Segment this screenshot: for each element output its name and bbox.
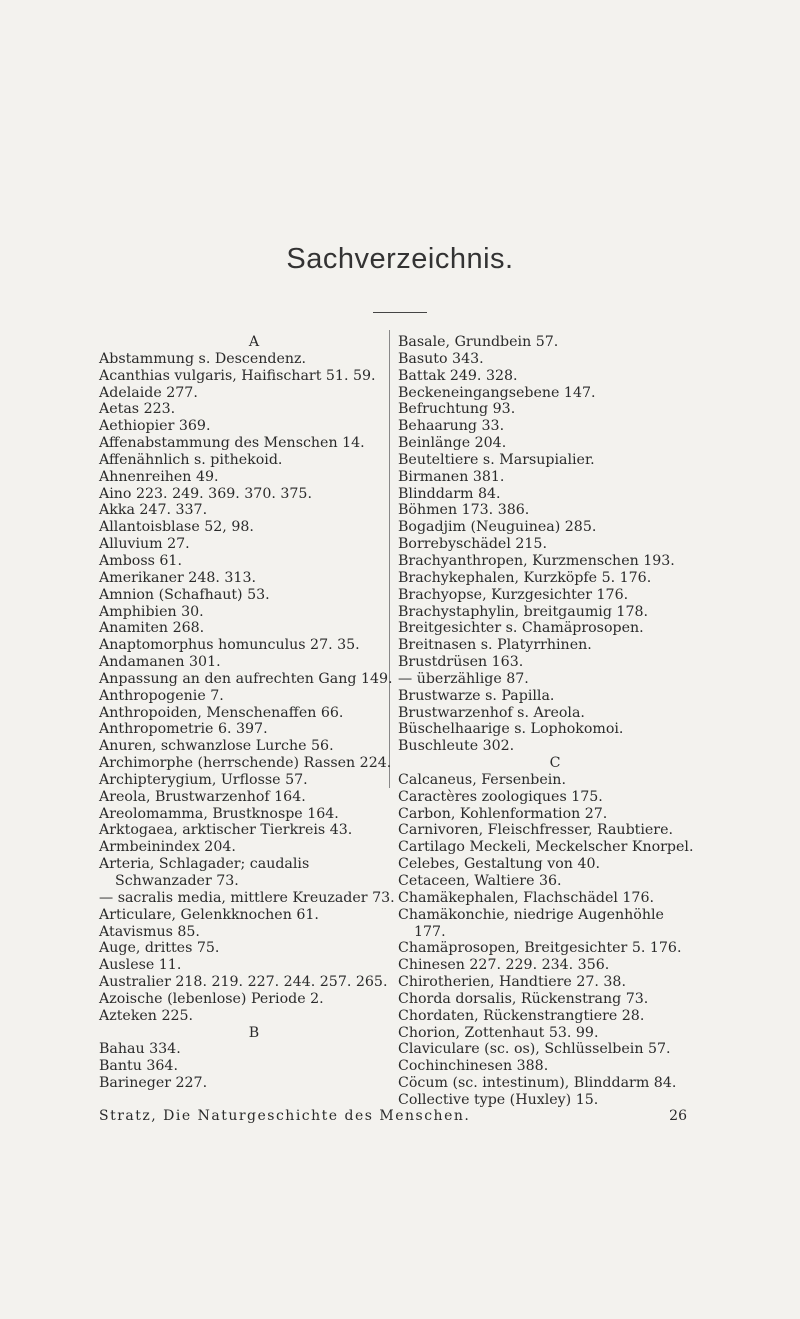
index-entry: Collective type (Huxley) 15. xyxy=(398,1091,599,1108)
section-letter: C xyxy=(549,755,561,772)
index-entry: Armbeinindex 204. xyxy=(99,839,236,856)
index-entry: Areola, Brustwarzenhof 164. xyxy=(99,788,306,805)
index-entry: Akka 247. 337. xyxy=(99,502,208,519)
title-rule xyxy=(373,312,427,313)
index-entry: Beinlänge 204. xyxy=(398,435,507,452)
index-entry: Affenabstammung des Menschen 14. xyxy=(99,435,365,452)
index-entry: Amnion (Schafhaut) 53. xyxy=(99,586,270,603)
index-entry: Allantoisblase 52, 98. xyxy=(99,519,254,536)
index-entry: Behaarung 33. xyxy=(398,418,505,435)
index-entry: Buschleute 302. xyxy=(398,738,515,755)
index-entry: Anthropoiden, Menschenaffen 66. xyxy=(99,704,344,721)
page-title: Sachverzeichnis. xyxy=(286,243,514,275)
index-entry: Beuteltiere s. Marsupialier. xyxy=(398,451,595,468)
index-entry: Archimorphe (herrschende) Rassen 224. xyxy=(99,755,392,772)
index-entry: Brustdrüsen 163. xyxy=(398,654,524,671)
index-entry: Bogadjim (Neuguinea) 285. xyxy=(398,519,597,536)
index-entry: Böhmen 173. 386. xyxy=(398,502,530,519)
index-entry: Amerikaner 248. 313. xyxy=(99,569,256,586)
section-letter: B xyxy=(248,1024,260,1041)
index-entry: Brustwarze s. Papilla. xyxy=(398,687,555,704)
index-entry: Caractères zoologiques 175. xyxy=(398,788,603,805)
index-entry: Beckeneingangsebene 147. xyxy=(398,384,596,401)
index-entry: Aetas 223. xyxy=(99,401,176,418)
index-column-left xyxy=(99,334,395,1092)
index-entry: Barineger 227. xyxy=(99,1075,208,1092)
index-entry: Brachyanthropen, Kurzmenschen 193. xyxy=(398,552,675,569)
page-number: 26 xyxy=(669,1108,687,1124)
running-head: Stratz, Die Naturgeschichte des Menschen. xyxy=(99,1108,471,1124)
index-entry: Chorion, Zottenhaut 53. 99. xyxy=(398,1024,599,1041)
index-entry: Anthropogenie 7. xyxy=(99,687,224,704)
index-entry: Brachykephalen, Kurzköpfe 5. 176. xyxy=(398,569,652,586)
index-entry: Chinesen 227. 229. 234. 356. xyxy=(398,957,610,974)
index-entry: Arteria, Schlagader; caudalis Schwanzader 73. xyxy=(99,856,310,889)
index-entry: Anuren, schwanzlose Lurche 56. xyxy=(99,738,334,755)
index-entry: Befruchtung 93. xyxy=(398,401,516,418)
index-entry: Arktogaea, arktischer Tierkreis 43. xyxy=(99,822,353,839)
index-entry: Archipterygium, Urflosse 57. xyxy=(99,771,308,788)
index-entry: Abstammung s. Descendenz. xyxy=(99,350,306,367)
index-entry: Battak 249. 328. xyxy=(398,367,518,384)
index-entry: Calcaneus, Fersenbein. xyxy=(398,771,566,788)
index-entry: Acanthias vulgaris, Haifischart 51. 59. xyxy=(99,367,376,384)
index-entry: Anaptomorphus homunculus 27. 35. xyxy=(99,637,360,654)
index-entry: Chordaten, Rückenstrangtiere 28. xyxy=(398,1007,645,1024)
index-entry: Auge, drittes 75. xyxy=(99,940,220,957)
index-entry: Borrebyschädel 215. xyxy=(398,536,547,553)
index-entry: Celebes, Gestaltung von 40. xyxy=(398,856,601,873)
index-entry: Brustwarzenhof s. Areola. xyxy=(398,704,585,721)
index-entry: Andamanen 301. xyxy=(99,654,221,671)
index-entry: Azoische (lebenlose) Periode 2. xyxy=(99,990,324,1007)
index-entry: Birmanen 381. xyxy=(398,468,505,485)
index-entry: Chamäprosopen, Breitgesichter 5. 176. xyxy=(398,940,682,957)
index-entry: Anthropometrie 6. 397. xyxy=(99,721,268,738)
section-letter: A xyxy=(248,334,260,350)
index-entry: Aethiopier 369. xyxy=(99,418,211,435)
index-entry: Ahnenreihen 49. xyxy=(99,468,219,485)
index-entry: Cöcum (sc. intestinum), Blinddarm 84. xyxy=(398,1075,677,1092)
index-entry: Amphibien 30. xyxy=(99,603,204,620)
index-entry: Anpassung an den aufrechten Gang 149. xyxy=(99,670,393,687)
index-column-right xyxy=(398,334,698,1109)
index-entry: — sacralis media, mittlere Kreuzader 73. xyxy=(99,889,395,906)
index-entry: Brachyopse, Kurzgesichter 176. xyxy=(398,586,629,603)
index-entry: Chorda dorsalis, Rückenstrang 73. xyxy=(398,990,649,1007)
index-entry: Amboss 61. xyxy=(99,552,182,569)
index-entry: Claviculare (sc. os), Schlüsselbein 57. xyxy=(398,1041,671,1058)
index-entry: Bahau 334. xyxy=(99,1041,181,1058)
index-entry: Articulare, Gelenkknochen 61. xyxy=(99,906,319,923)
index-entry: Breitnasen s. Platyrrhinen. xyxy=(398,637,592,654)
index-entry: Auslese 11. xyxy=(99,957,182,974)
index-entry: Adelaide 277. xyxy=(99,384,198,401)
index-entry: Bantu 364. xyxy=(99,1058,178,1075)
index-entry: Büschelhaarige s. Lophokomoi. xyxy=(398,721,624,738)
index-entry: Cetaceen, Waltiere 36. xyxy=(398,873,562,889)
index-entry: Anamiten 268. xyxy=(99,620,205,637)
index-entry: — überzählige 87. xyxy=(398,670,529,687)
index-entry: Azteken 225. xyxy=(99,1007,194,1024)
index-entry: Affenähnlich s. pithekoid. xyxy=(99,451,283,468)
index-entry: Carbon, Kohlenformation 27. xyxy=(398,805,608,822)
index-entry: Australier 218. 219. 227. 244. 257. 265. xyxy=(99,974,388,991)
index-entry: Aino 223. 249. 369. 370. 375. xyxy=(99,485,312,502)
index-entry: Chamäkonchie, niedrige Augenhöhle 177. xyxy=(398,906,664,940)
page-footer xyxy=(99,1108,699,1124)
index-entry: Cartilago Meckeli, Meckelscher Knorpel. xyxy=(398,839,694,856)
index-entry: Alluvium 27. xyxy=(99,536,190,553)
index-entry: Breitgesichter s. Chamäprosopen. xyxy=(398,620,644,637)
index-entry: Atavismus 85. xyxy=(99,923,200,940)
index-entry: Chirotherien, Handtiere 27. 38. xyxy=(398,974,626,991)
index-entry: Blinddarm 84. xyxy=(398,485,501,502)
index-entry: Basale, Grundbein 57. xyxy=(398,334,559,350)
index-entry: Cochinchinesen 388. xyxy=(398,1058,549,1075)
index-entry: Areolomamma, Brustknospe 164. xyxy=(99,805,339,822)
index-entry: Carnivoren, Fleischfresser, Raubtiere. xyxy=(398,822,673,839)
index-entry: Basuto 343. xyxy=(398,350,484,367)
index-entry: Chamäkephalen, Flachschädel 176. xyxy=(398,889,654,906)
index-entry: Brachystaphylin, breitgaumig 178. xyxy=(398,603,649,620)
